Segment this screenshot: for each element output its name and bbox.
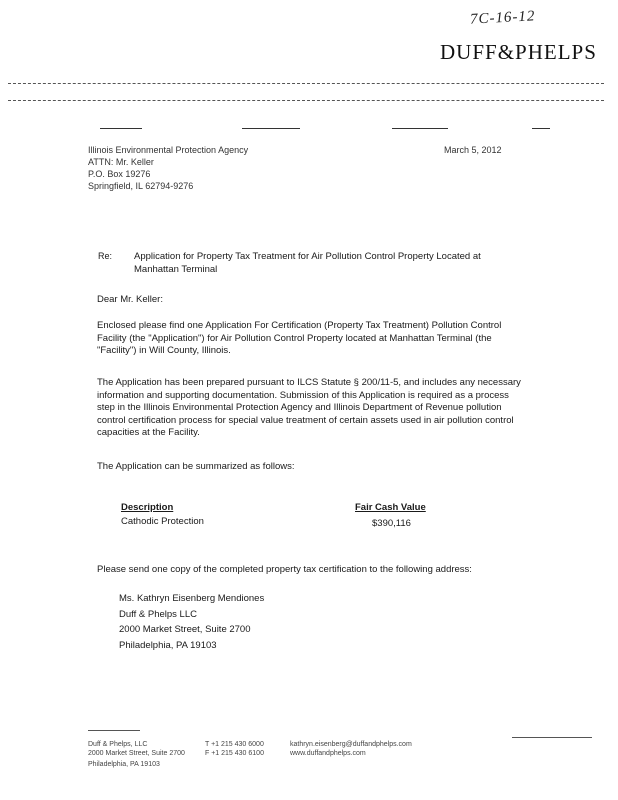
footer-address bbox=[88, 740, 185, 769]
table-cell-value: $390,116 bbox=[372, 518, 411, 529]
footer-line: Duff & Phelps, LLC bbox=[88, 741, 148, 748]
contact-line: 2000 Market Street, Suite 2700 bbox=[119, 624, 251, 635]
subject-label: Re: bbox=[98, 251, 113, 261]
contact-line: Ms. Kathryn Eisenberg Mendiones bbox=[119, 593, 265, 604]
contact-address bbox=[119, 591, 264, 653]
footer-line: kathryn.eisenberg@duffandphelps.com bbox=[290, 741, 412, 748]
footer-rule bbox=[512, 737, 592, 739]
table-cell-description: Cathodic Protection bbox=[121, 516, 204, 527]
footer-line: Philadelphia, PA 19103 bbox=[88, 761, 160, 768]
header-dash bbox=[242, 128, 300, 130]
company-logo: DUFF&PHELPS bbox=[440, 40, 597, 64]
recipient-line: Illinois Environmental Protection Agency bbox=[88, 145, 249, 155]
table-header-description: Description bbox=[121, 502, 174, 513]
salutation: Dear Mr. Keller: bbox=[97, 294, 163, 305]
footer-phone bbox=[205, 740, 264, 758]
footer-line: 2000 Market Street, Suite 2700 bbox=[88, 750, 185, 757]
recipient-line: P.O. Box 19276 bbox=[88, 169, 151, 179]
recipient-line: Springfield, IL 62794-9276 bbox=[88, 181, 194, 191]
footer-web bbox=[290, 740, 412, 758]
header-divider-2 bbox=[8, 100, 604, 102]
paragraph-1: Enclosed please find one Application For Certification (Property Tax Treatment) Pollution Control Facility (the "Application") for Air Pollution Control Property located at Manhattan Terminal (the "Facility") in Will County, Illinois. bbox=[97, 320, 502, 356]
header-dash bbox=[532, 128, 550, 130]
paragraph-2: The Application has been prepared pursuant to ILCS Statute § 200/11-5, and includes any necessary information and supporting documentation. Submission of this Application is required as a process step in the Illinois Environmental Protection Agency and Illinois Department of Revenue pollution control certification process for special value treatment of certain assets used in air pollution control capacities at the Facility. bbox=[97, 377, 521, 438]
recipient-address bbox=[88, 144, 248, 192]
footer-rule bbox=[88, 730, 140, 732]
recipient-line: ATTN: Mr. Keller bbox=[88, 157, 154, 167]
table-header-value: Fair Cash Value bbox=[355, 502, 426, 513]
header-dash bbox=[392, 128, 448, 130]
footer-line: T +1 215 430 6000 bbox=[205, 741, 264, 748]
header-dash bbox=[100, 128, 142, 130]
paragraph-3: The Application can be summarized as follows: bbox=[97, 461, 295, 472]
handwritten-note: 7C-16-12 bbox=[469, 8, 536, 28]
subject-line: Application for Property Tax Treatment for Air Pollution Control Property Located at Manhattan Terminal bbox=[134, 251, 481, 275]
header-divider bbox=[8, 83, 604, 85]
footer-line: F +1 215 430 6100 bbox=[205, 750, 264, 757]
footer-line: www.duffandphelps.com bbox=[290, 750, 366, 757]
contact-line: Philadelphia, PA 19103 bbox=[119, 639, 217, 651]
paragraph-4: Please send one copy of the completed property tax certification to the following address: bbox=[97, 564, 472, 575]
letter-date: March 5, 2012 bbox=[444, 145, 502, 155]
contact-line: Duff & Phelps LLC bbox=[119, 608, 197, 620]
